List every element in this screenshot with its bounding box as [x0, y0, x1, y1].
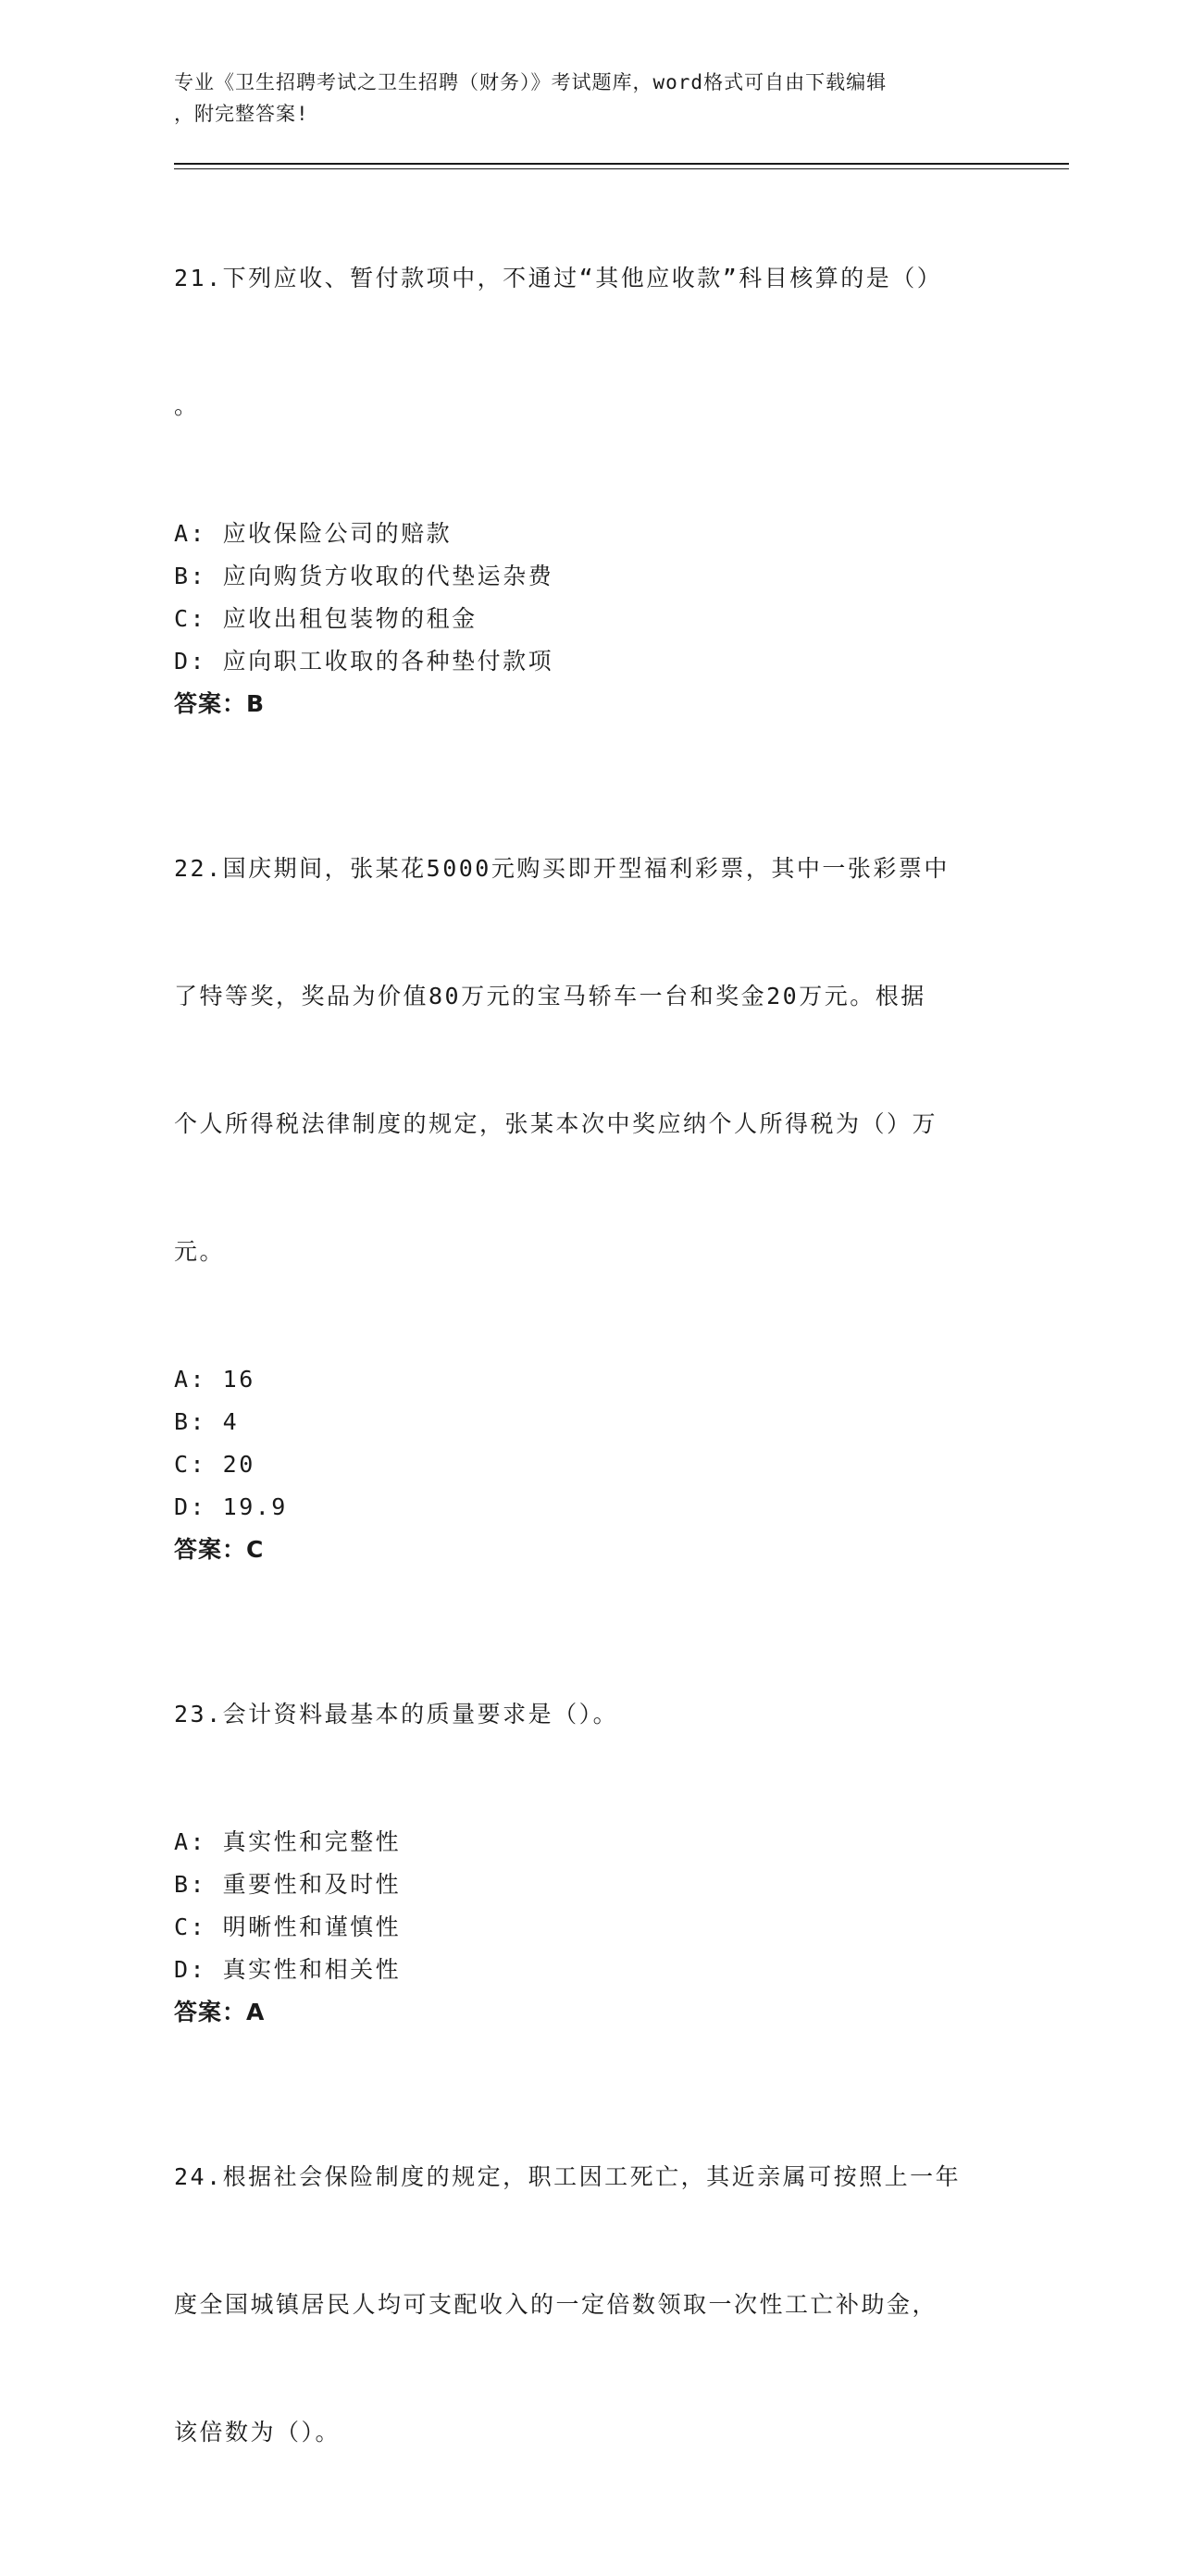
- option-c: C: 应收出租包装物的租金: [174, 605, 478, 632]
- question-stem: [174, 762, 1007, 1358]
- stem-line: 该倍数为（）。: [174, 2419, 342, 2446]
- answer: 答案：B: [174, 690, 266, 717]
- question-list: [174, 172, 1007, 2576]
- document-header: [174, 67, 988, 130]
- question-stem: [174, 1608, 1007, 1821]
- header-divider-thin: [174, 168, 1069, 169]
- option-a: A: 应收保险公司的赔款: [174, 520, 453, 547]
- question-23: [174, 1608, 1007, 2034]
- question-22: [174, 762, 1007, 1571]
- option-d: D: 应向职工收取的各种垫付款项: [174, 648, 554, 675]
- option-d: D: 真实性和相关性: [174, 1956, 402, 1983]
- question-21: [174, 172, 1007, 725]
- option-b: B: 重要性和及时性: [174, 1871, 402, 1898]
- header-line-2: ，附完整答案!: [174, 103, 309, 125]
- option-a: A: 真实性和完整性: [174, 1828, 402, 1855]
- answer: 答案：A: [174, 1999, 266, 2025]
- header-line-1: 专业《卫生招聘考试之卫生招聘（财务）》考试题库，word格式可自由下载编辑: [174, 71, 888, 93]
- question-stem: [174, 172, 1007, 513]
- stem-line: 22.国庆期间，张某花5000元购买即开型福利彩票，其中一张彩票中: [174, 855, 950, 882]
- stem-line: 23.会计资料最基本的质量要求是（）。: [174, 1701, 619, 1728]
- stem-line: 元。: [174, 1238, 226, 1265]
- stem-line: 24.根据社会保险制度的规定，职工因工死亡，其近亲属可按照上一年: [174, 2163, 962, 2190]
- question-stem: [174, 2071, 1007, 2539]
- option-c: C: 明晰性和谨慎性: [174, 1913, 402, 1940]
- option-b: B: 应向购货方收取的代垫运杂费: [174, 563, 554, 589]
- stem-line: 度全国城镇居民人均可支配收入的一定倍数领取一次性工亡补助金，: [174, 2291, 938, 2318]
- header-divider-thick: [174, 163, 1069, 165]
- stem-line: 。: [174, 392, 200, 419]
- option-d: D: 19.9: [174, 1493, 288, 1520]
- option-c: C: 20: [174, 1451, 255, 1478]
- option-a: A: 16: [174, 1366, 255, 1393]
- stem-line: 21.下列应收、暂付款项中，不通过“其他应收款”科目核算的是（）: [174, 265, 943, 291]
- answer: 答案：C: [174, 1536, 265, 1563]
- stem-line: 了特等奖，奖品为价值80万元的宝马轿车一台和奖金20万元。根据: [174, 983, 926, 1009]
- stem-line: 个人所得税法律制度的规定，张某本次中奖应纳个人所得税为（）万: [174, 1110, 938, 1137]
- option-b: B: 4: [174, 1408, 240, 1435]
- question-24: [174, 2071, 1007, 2539]
